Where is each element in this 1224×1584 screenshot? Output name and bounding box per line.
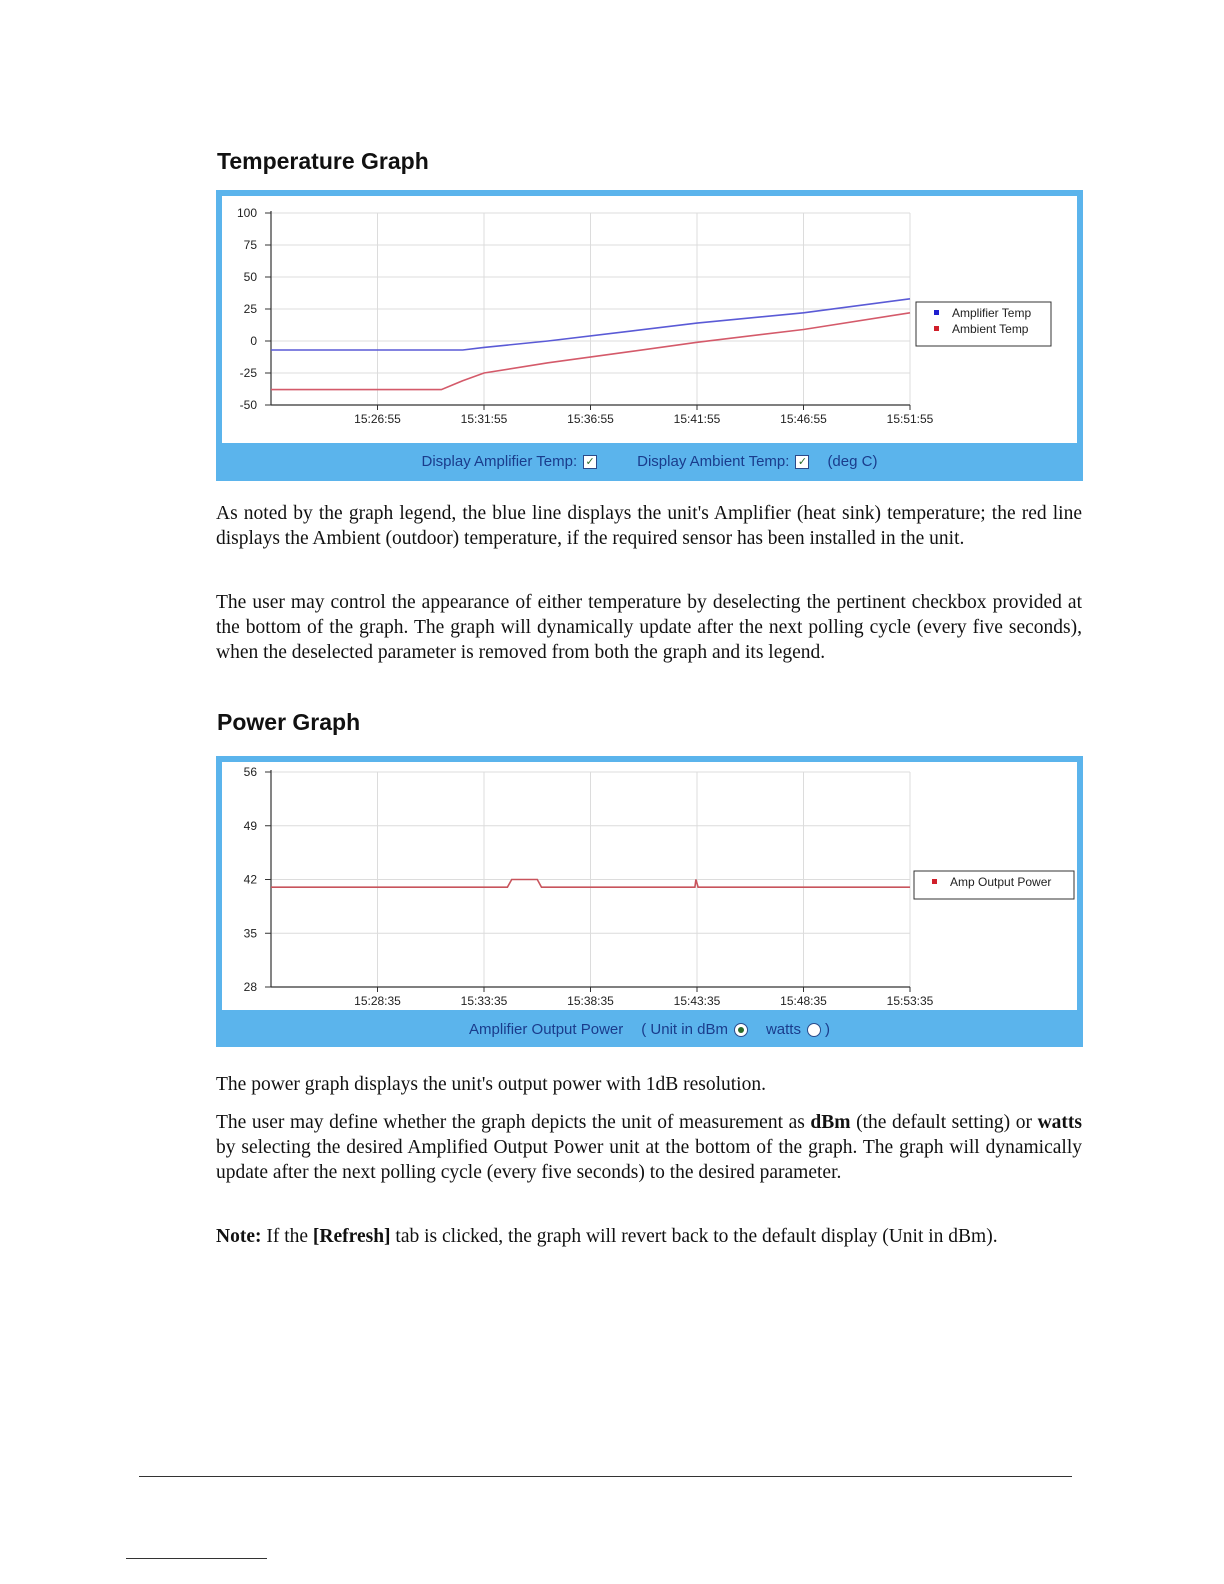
legend-label: Ambient Temp — [952, 322, 1029, 336]
note-label: Note: — [216, 1226, 262, 1247]
x-tick-label: 15:31:55 — [460, 412, 508, 426]
temperature-paragraph-1: As noted by the graph legend, the blue line displays the unit's Amplifier (heat sink) temperature; the red line displays the Ambient (outdoor) temperature, if the required sensor has been installed in the unit. — [216, 503, 1082, 549]
temperature-paragraph-2: The user may control the appearance of either temperature by deselecting the pertinent checkbox provided at the bottom of the graph. The graph will dynamically update after the next polling cycle (every five seconds), when the deselected parameter is removed from both the graph and its legend. — [216, 592, 1082, 663]
y-tick-label: 49 — [243, 818, 257, 833]
x-tick-label: 15:28:35 — [354, 994, 401, 1008]
note-text-b: tab is clicked, the graph will revert back to the default display (Unit in dBm). — [390, 1226, 998, 1247]
x-tick-label: 15:41:55 — [673, 412, 721, 426]
p2-text-b: (the default setting) or — [850, 1112, 1038, 1133]
power-chart — [222, 762, 1077, 1010]
temperature-graph-panel — [216, 190, 1083, 481]
y-tick-label: 75 — [243, 238, 257, 252]
y-tick-label: 50 — [243, 270, 257, 284]
y-tick-label: -50 — [239, 398, 257, 412]
unit-close-paren: ) — [824, 1021, 830, 1038]
x-tick-label: 15:33:35 — [460, 994, 508, 1008]
p2-dbm: dBm — [810, 1112, 851, 1133]
temperature-controls — [216, 453, 1083, 470]
y-tick-label: 100 — [236, 206, 257, 220]
x-tick-label: 15:38:35 — [567, 994, 614, 1008]
note-refresh: [Refresh] — [312, 1226, 391, 1247]
watts-label: watts — [765, 1021, 801, 1038]
p2-watts: watts — [1037, 1112, 1082, 1133]
p2-text-c: by selecting the desired Amplified Output Power unit at the bottom of the graph. The graph will dynamically update after the next polling cycle (every five seconds) to the desired parameter. — [216, 1137, 1082, 1183]
x-tick-label: 15:53:35 — [886, 994, 934, 1008]
y-tick-label: 35 — [243, 926, 257, 941]
legend-marker — [934, 310, 939, 315]
y-tick-label: 25 — [243, 302, 257, 316]
legend-label: Amp Output Power — [950, 875, 1052, 889]
amplifier-temp-checkbox[interactable]: ✓ — [583, 455, 597, 469]
footer-rule — [139, 1476, 1072, 1477]
p2-text-a: The user may define whether the graph depicts the unit of measurement as — [216, 1112, 811, 1133]
amplifier-temp-label: Display Amplifier Temp: — [421, 453, 578, 470]
y-tick-label: -25 — [239, 366, 257, 380]
unit-dbm-label: ( Unit in dBm — [641, 1021, 728, 1038]
y-tick-label: 0 — [250, 334, 257, 348]
note-paragraph — [216, 1224, 1082, 1249]
x-tick-label: 15:51:55 — [886, 412, 934, 426]
x-tick-label: 15:43:35 — [673, 994, 721, 1008]
y-tick-label: 28 — [243, 980, 257, 994]
legend-marker — [932, 879, 937, 884]
dbm-radio[interactable] — [734, 1023, 748, 1037]
x-tick-label: 15:36:55 — [567, 412, 614, 426]
power-graph-heading: Power Graph — [217, 709, 361, 735]
power-paragraph-2 — [216, 1110, 1082, 1185]
ambient-temp-checkbox[interactable]: ✓ — [795, 455, 809, 469]
power-graph-panel — [216, 756, 1083, 1047]
amplifier-output-power-label: Amplifier Output Power — [469, 1021, 624, 1038]
x-tick-label: 15:48:35 — [780, 994, 827, 1008]
legend-marker — [934, 326, 939, 331]
temperature-chart — [222, 196, 1077, 443]
x-tick-label: 15:26:55 — [354, 412, 401, 426]
temperature-graph-heading: Temperature Graph — [217, 148, 429, 174]
x-tick-label: 15:46:55 — [780, 412, 827, 426]
y-tick-label: 42 — [243, 872, 257, 887]
legend-label: Amplifier Temp — [952, 306, 1032, 320]
y-tick-label: 56 — [243, 765, 257, 779]
temperature-unit-label: (deg C) — [827, 453, 878, 470]
watts-radio[interactable] — [807, 1023, 821, 1037]
power-controls — [216, 1021, 1083, 1038]
power-paragraph-1: The power graph displays the unit's output power with 1dB resolution. — [216, 1074, 766, 1095]
footnote-rule — [126, 1558, 267, 1559]
ambient-temp-label: Display Ambient Temp: — [637, 453, 790, 470]
note-text-a: If the — [261, 1226, 313, 1247]
